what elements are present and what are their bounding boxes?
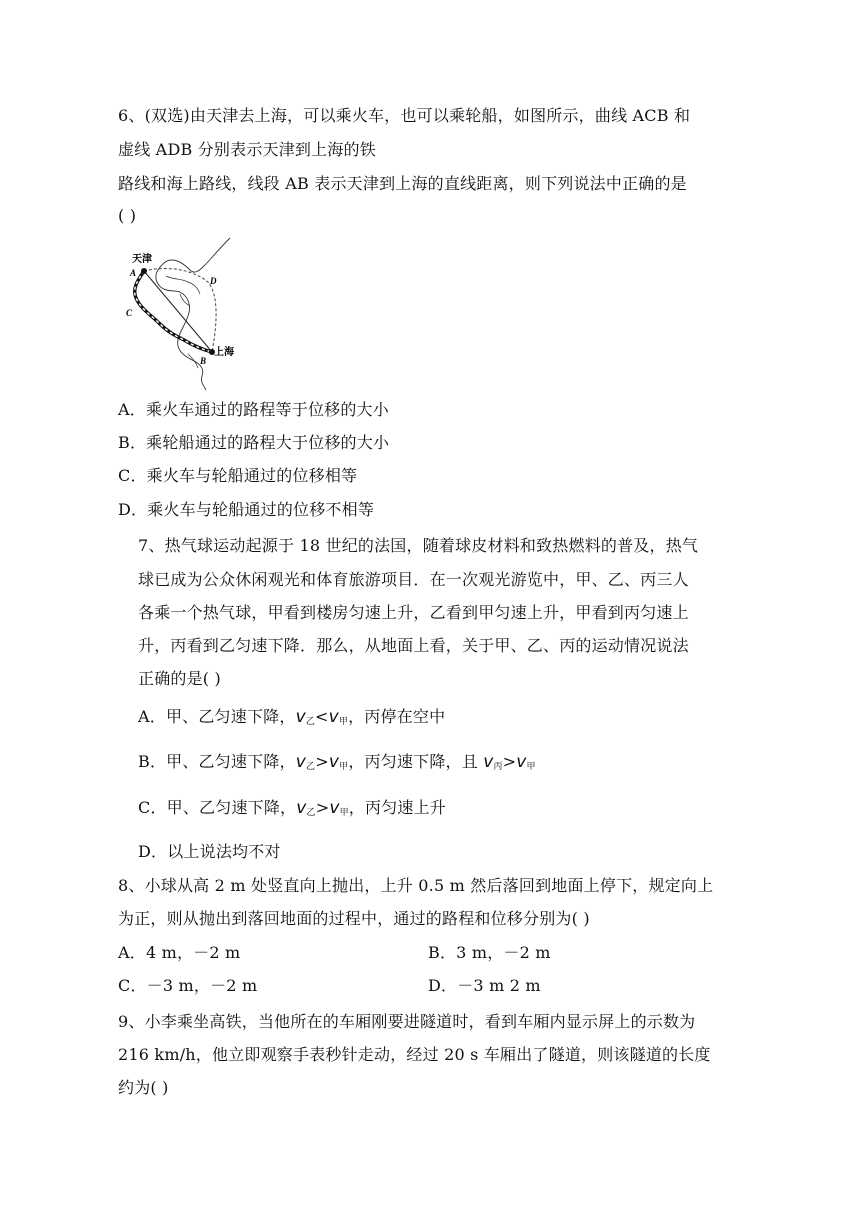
coastline [156, 238, 230, 390]
label-d: D [210, 276, 217, 286]
label-shanghai: 上海 [214, 347, 234, 358]
q6-option-a: A．乘火车通过的路程等于位移的大小 [118, 400, 389, 419]
q7-option-b: B．甲、乙匀速下降，$v_乙>v_甲$，丙匀速下降，且 $v_丙>v_甲$ [138, 752, 536, 772]
route-map-figure [118, 236, 242, 392]
q6-option-c: C．乘火车与轮船通过的位移相等 [118, 466, 358, 485]
q7-stem-line-3: 各乘一个热气球，甲看到楼房匀速上升，乙看到甲匀速上升，甲看到丙匀速上 [138, 603, 689, 622]
q9-stem-line-1: 9、小李乘坐高铁，当他所在的车厢刚要进隧道时，看到车厢内显示屏上的示数为 [118, 1012, 696, 1031]
q7-option-d: D．以上说法均不对 [138, 842, 281, 861]
label-c: C [126, 308, 133, 318]
q8-option-b: B．3 m，－2 m [428, 943, 551, 962]
q6-stem-line-2: 虚线 ADB 分别表示天津到上海的铁 [118, 140, 376, 159]
q7-option-c: C．甲、乙匀速下降，$v_乙>v_甲$，丙匀速上升 [138, 798, 446, 818]
q7-stem-line-2: 球已成为公众休闲观光和体育旅游项目．在一次观光游览中，甲、乙、丙三人 [138, 570, 689, 589]
q7-stem-line-1: 7、热气球运动起源于 18 世纪的法国，随着球皮材料和致热燃料的普及，热气 [138, 536, 699, 555]
q8-stem-line-1: 8、小球从高 2 m 处竖直向上抛出，上升 0.5 m 然后落回到地面上停下，规定向上 [118, 876, 714, 895]
q8-stem-line-2: 为正，则从抛出到落回地面的过程中，通过的路程和位移分别为( ) [118, 909, 590, 928]
q8-option-d: D．－3 m 2 m [428, 976, 541, 995]
q7-stem-line-4: 升，丙看到乙匀速下降．那么，从地面上看，关于甲、乙、丙的运动情况说法 [138, 636, 689, 655]
point-a [141, 268, 147, 274]
q9-stem-line-2: 216 km/h，他立即观察手表秒针走动，经过 20 s 车厢出了隧道，则该隧道的长度 [118, 1045, 711, 1064]
q8-option-c: C．－3 m，－2 m [118, 976, 258, 995]
q7-stem-line-5: 正确的是( ) [138, 669, 221, 688]
q8-option-a: A．4 m，－2 m [118, 943, 241, 962]
q6-option-b: B．乘轮船通过的路程大于位移的大小 [118, 433, 390, 452]
q9-stem-line-3: 约为( ) [118, 1078, 169, 1097]
coast-lower [188, 354, 198, 368]
q6-stem-line-1: 6、(双选)由天津去上海，可以乘火车，也可以乘轮船，如图所示，曲线 ACB 和 [118, 106, 691, 125]
river [166, 276, 200, 294]
label-a: A [130, 268, 137, 278]
q6-option-d: D．乘火车与轮船通过的位移不相等 [118, 500, 375, 519]
railway-acb [135, 271, 212, 352]
label-tianjin: 天津 [132, 254, 152, 265]
label-b: B [200, 356, 207, 366]
q6-answer-blank: ( ) [118, 206, 137, 225]
q7-option-a: A．甲、乙匀速下降，$v_乙<v_甲$，丙停在空中 [138, 707, 446, 727]
q6-stem-line-3: 路线和海上路线，线段 AB 表示天津到上海的直线距离，则下列说法中正确的是 [118, 174, 687, 193]
